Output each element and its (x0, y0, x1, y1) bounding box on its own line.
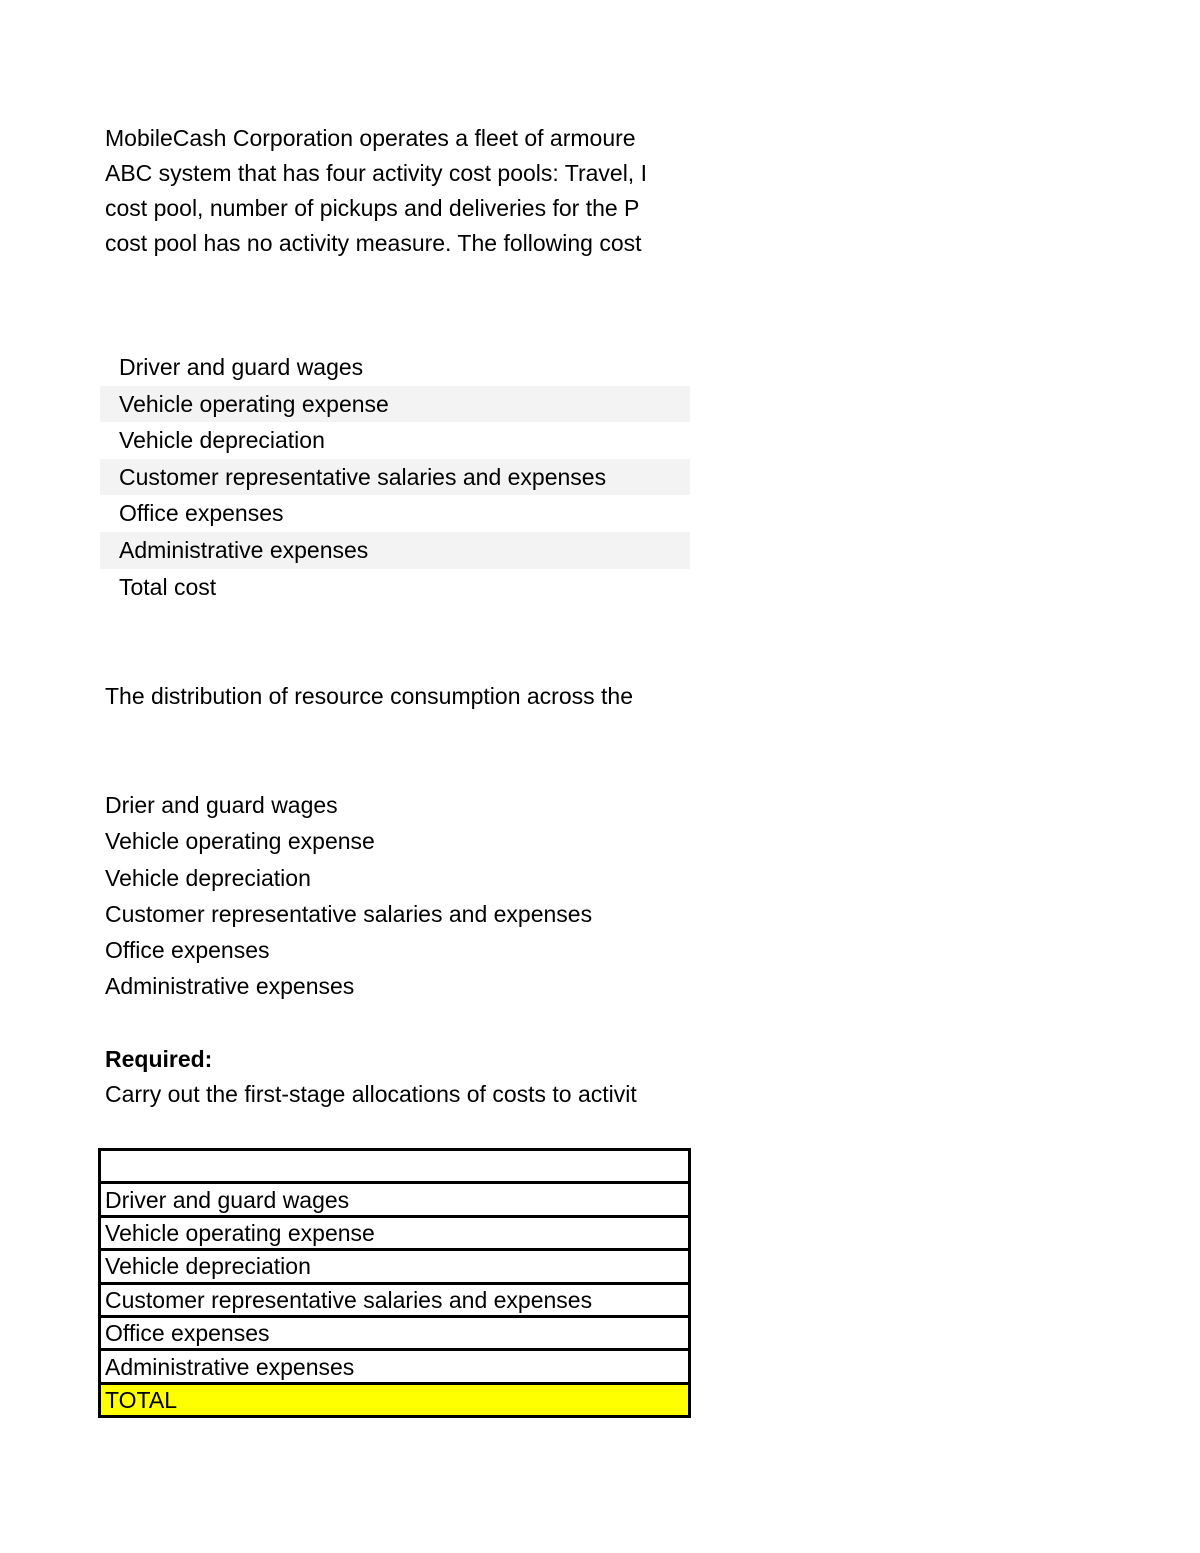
required-text: Carry out the first-stage allocations of costs to activit (105, 1081, 637, 1107)
allocation-cell-administrative[interactable]: Administrative expenses (100, 1350, 690, 1383)
allocation-cell-wages[interactable]: Driver and guard wages (100, 1183, 690, 1216)
allocation-header-cell[interactable] (100, 1150, 690, 1183)
intro-line-3: cost pool, number of pickups and deliveries for the P (105, 195, 640, 221)
intro-line-2: ABC system that has four activity cost pools: Travel, I (105, 160, 647, 186)
cost-item-total: Total cost (119, 573, 217, 600)
distribution-item-vehicle-depreciation: Vehicle depreciation (105, 864, 311, 891)
required-heading: Required: (105, 1046, 213, 1072)
distribution-item-wages: Drier and guard wages (105, 792, 338, 818)
distribution-item-administrative: Administrative expenses (105, 973, 355, 1000)
table-row (100, 1350, 690, 1383)
table-row (100, 1316, 690, 1349)
allocation-table (98, 1148, 691, 1418)
distribution-item-office: Office expenses (105, 937, 270, 964)
distribution-item-vehicle-operating: Vehicle operating expense (105, 828, 375, 855)
intro-line-1: MobileCash Corporation operates a fleet of armoure (105, 125, 636, 151)
allocation-total-cell[interactable]: TOTAL (100, 1383, 690, 1416)
table-row (100, 1250, 690, 1283)
allocation-cell-vehicle-operating[interactable]: Vehicle operating expense (100, 1216, 690, 1249)
cost-item-administrative: Administrative expenses (100, 532, 690, 569)
allocation-total-row (100, 1383, 690, 1416)
cost-item-vehicle-operating: Vehicle operating expense (100, 386, 690, 423)
allocation-cell-office[interactable]: Office expenses (100, 1316, 690, 1349)
allocation-cell-vehicle-depreciation[interactable]: Vehicle depreciation (100, 1250, 690, 1283)
cost-item-office: Office expenses (119, 500, 284, 527)
table-row (100, 1183, 690, 1216)
cost-list (100, 349, 690, 605)
cost-item-customer-rep: Customer representative salaries and expenses (100, 459, 690, 496)
cost-item-driver-wages: Driver and guard wages (119, 354, 364, 380)
table-row (100, 1283, 690, 1316)
allocation-header-row (100, 1150, 690, 1183)
intro-line-4: cost pool has no activity measure. The following cost (105, 230, 642, 256)
distribution-intro: The distribution of resource consumption across the (105, 683, 633, 709)
table-row (100, 1216, 690, 1249)
cost-item-vehicle-depreciation: Vehicle depreciation (119, 427, 325, 454)
distribution-list (105, 787, 592, 1005)
distribution-item-customer-rep: Customer representative salaries and expenses (105, 900, 593, 927)
allocation-cell-customer-rep[interactable]: Customer representative salaries and expenses (100, 1283, 690, 1316)
